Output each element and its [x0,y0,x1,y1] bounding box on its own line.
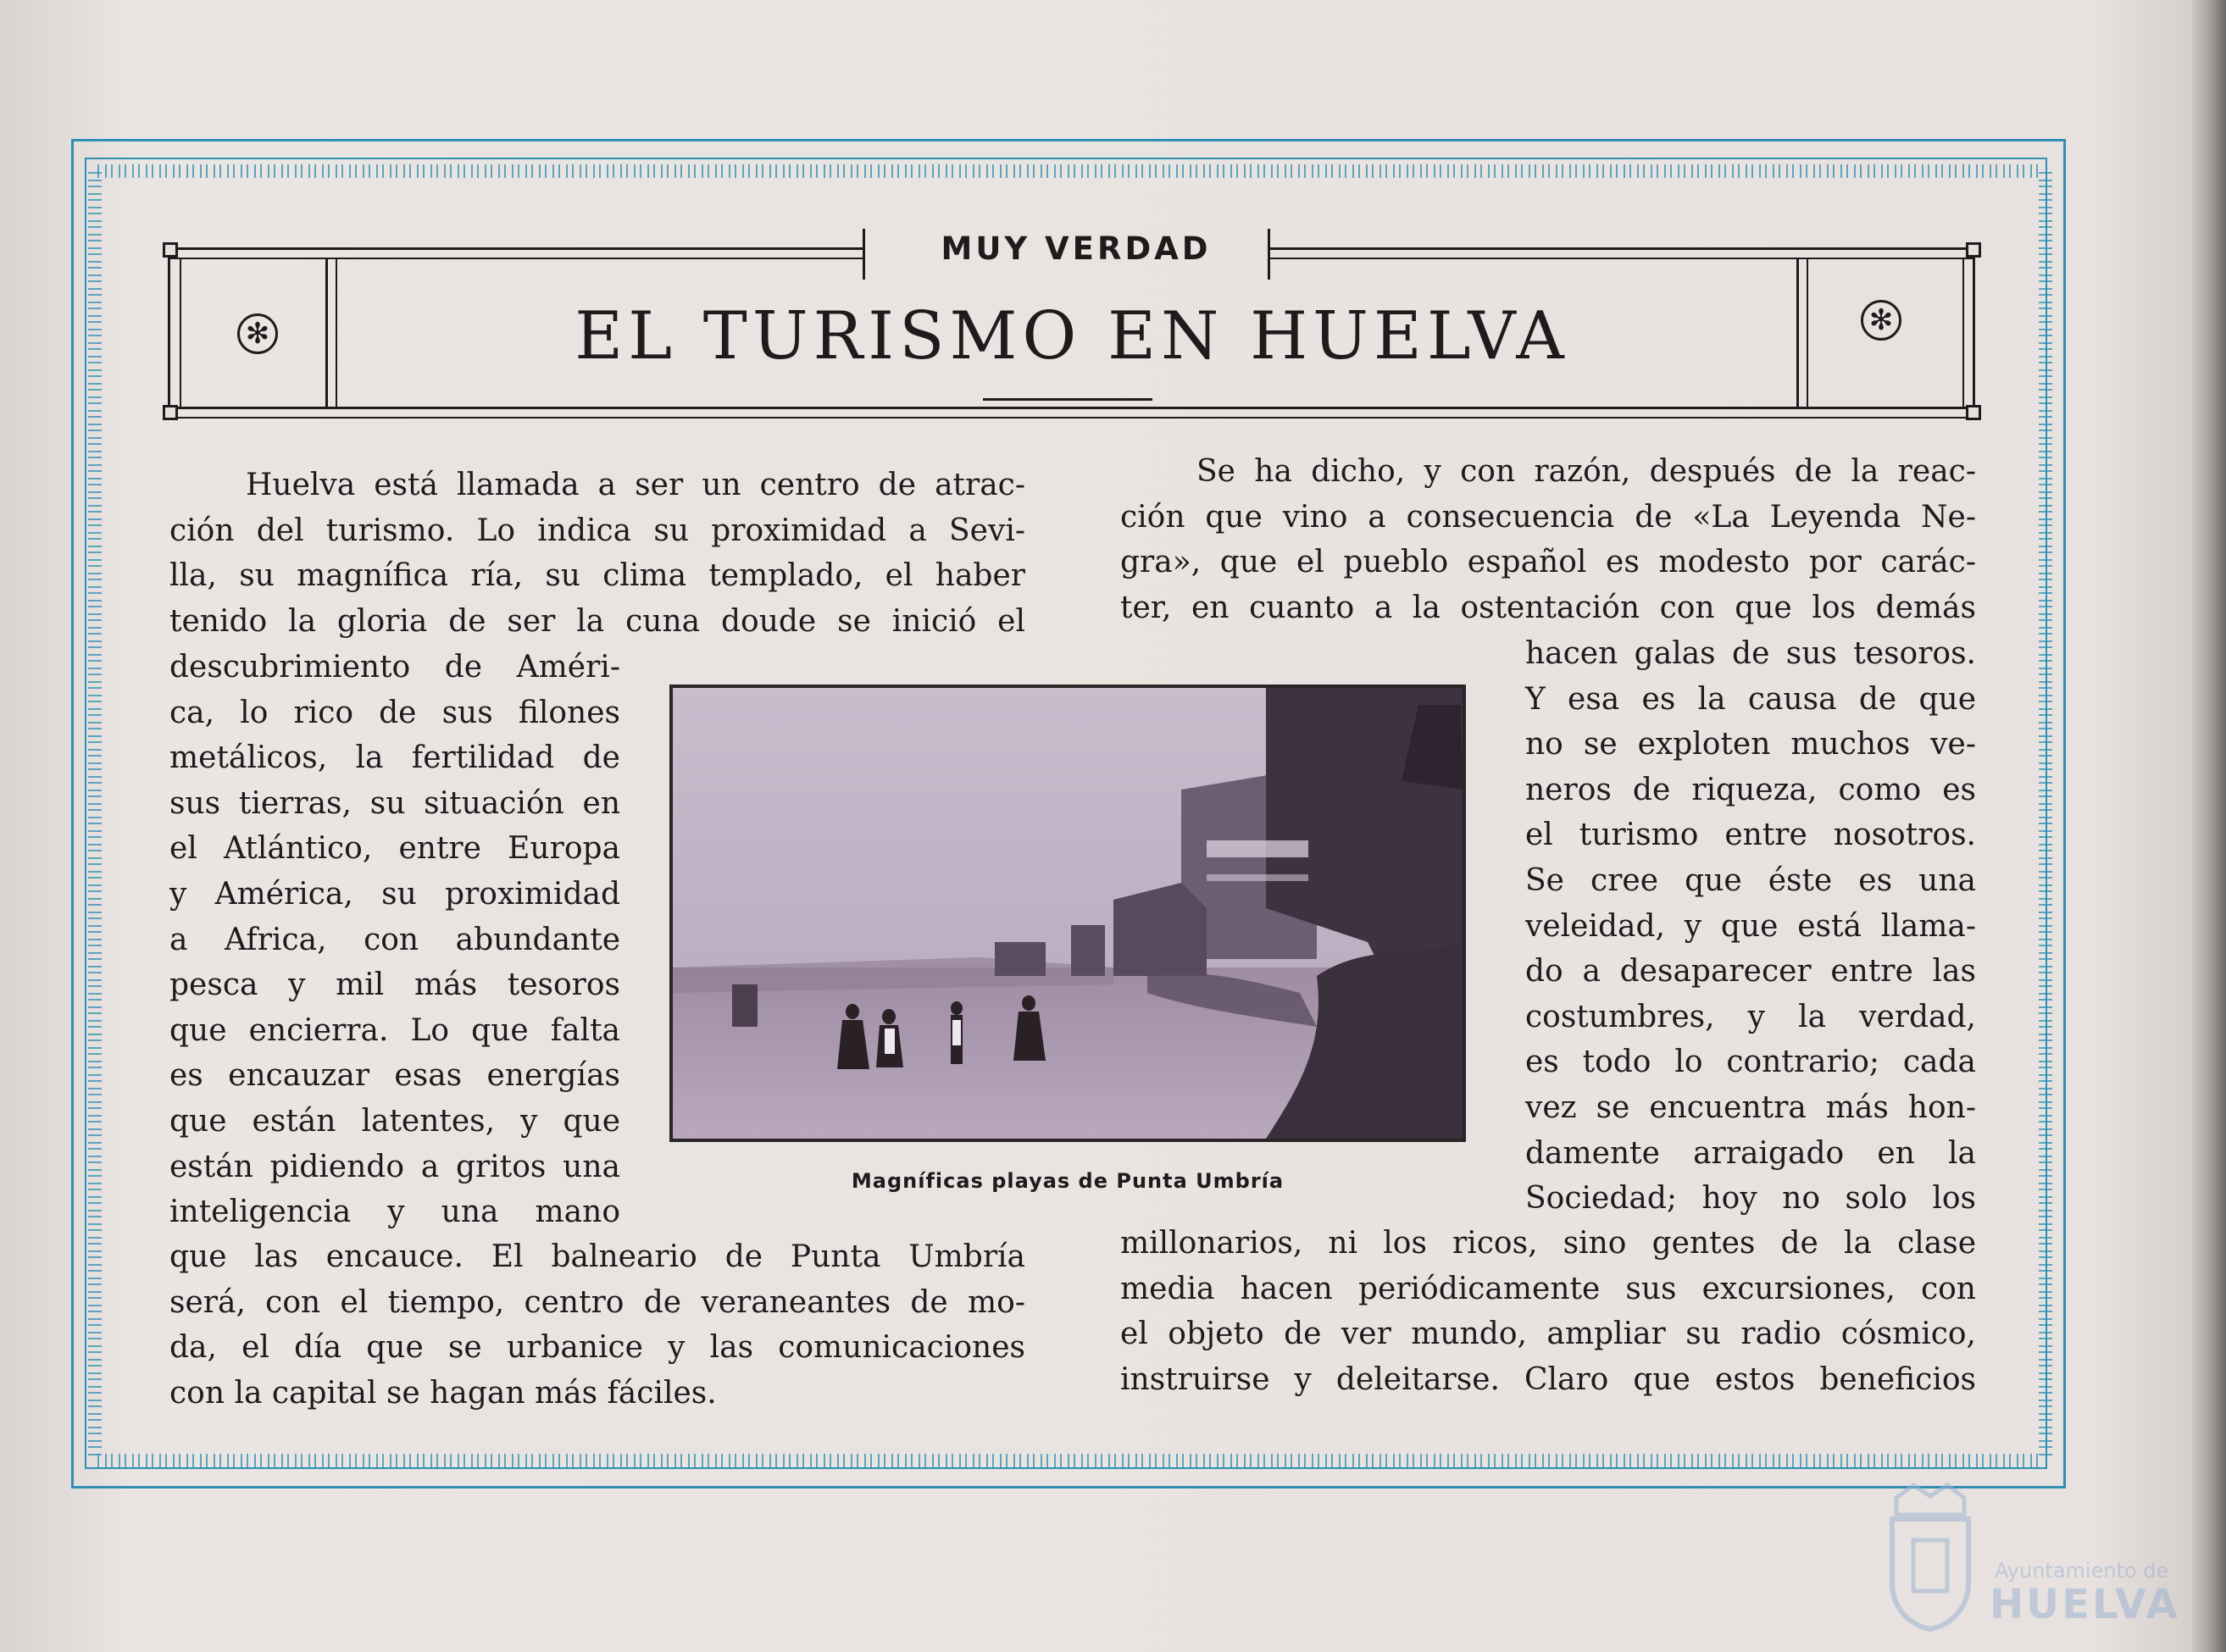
text-line: damente arraigado en la [1525,1135,1976,1171]
left-column-top [169,463,1025,644]
book-binding-edge [2192,0,2226,1652]
section-kicker: MUY VERDAD [941,230,1212,267]
text-line: Y esa es la causa de que [1525,681,1976,717]
text-line: que las encauce. El balneario de Punta Umbría [169,1239,1025,1274]
text-line: y América, su proximidad [169,876,620,912]
watermark-line2: HUELVA [1990,1581,2180,1628]
border-chain-top [95,164,2044,178]
text-line: Se ha dicho, y con razón, después de la reac- [1196,454,1976,489]
text-line: pesca y mil más tesoros [169,967,620,1003]
text-line: media hacen periódicamente sus excursiones, con [1120,1271,1976,1306]
right-column-bottom [1120,1221,1976,1402]
beach-photo [669,685,1466,1142]
rosette-right-icon: ✻ [1861,300,1901,341]
coat-of-arms-icon [1879,1481,1981,1633]
border-chain-left [88,169,102,1457]
text-line: el Atlántico, entre Europa [169,831,620,867]
text-line: vez se encuentra más hon- [1525,1089,1976,1125]
text-line: neros de riqueza, como es [1525,772,1976,807]
beach-photo-image [673,688,1463,1139]
text-line: Sociedad; hoy no solo los [1525,1181,1976,1217]
border-chain-right [2039,169,2052,1457]
watermark-line1: Ayuntamiento de [1995,1559,2169,1583]
rosette-left-icon: ✻ [237,313,278,354]
text-line: ción del turismo. Lo indica su proximidad a Sevi- [169,513,1025,548]
right-column-narrow [1525,631,1976,1222]
text-line: ter, en cuanto a la ostentación con que los demás [1120,590,1976,625]
text-line: tenido la gloria de ser la cuna doude se inició el [169,603,1025,639]
text-line: es todo lo contrario; cada [1525,1045,1976,1080]
text-line: hacen galas de sus tesoros. [1525,636,1976,671]
text-line: con la capital se hagan más fáciles. [169,1375,717,1411]
text-line: metálicos, la fertilidad de [169,740,620,776]
text-line: ca, lo rico de sus filones [169,695,620,730]
text-line: están pidiendo a gritos una [169,1149,620,1184]
text-line: inteligencia y una mano [169,1195,620,1230]
text-line: gra», que el pueblo español es modesto por carác- [1120,545,1976,580]
text-line: lla, su magnífica ría, su clima templado, el haber [169,558,1025,594]
text-line: instruirse y deleitarse. Claro que estos beneficios [1120,1361,1976,1397]
text-line: el objeto de ver mundo, ampliar su radio cósmico, [1120,1317,1976,1352]
left-column-narrow [169,645,620,1235]
city-watermark [1879,1481,2184,1642]
text-line: ción que vino a consecuencia de «La Leyenda Ne- [1120,499,1976,535]
text-line: sus tierras, su situación en [169,785,620,821]
text-line: no se exploten muchos ve- [1525,727,1976,762]
left-column-bottom [169,1234,1025,1416]
right-column-top [1120,449,1976,630]
text-line: es encauzar esas energías [169,1058,620,1094]
photo-caption: Magníficas playas de Punta Umbría [851,1169,1285,1193]
border-chain-bottom [95,1454,2044,1467]
text-line: Huelva está llamada a ser un centro de atrac- [246,468,1025,502]
text-line: do a desaparecer entre las [1525,954,1976,990]
text-line: el turismo entre nosotros. [1525,818,1976,853]
text-line: Se cree que éste es una [1525,862,1976,898]
text-line: a Africa, con abundante [169,922,620,957]
text-line: da, el día que se urbanice y las comunicaciones [169,1330,1025,1366]
text-line: será, con el tiempo, centro de veraneantes de mo- [169,1284,1025,1320]
text-line: veleidad, y que está llama- [1525,908,1976,944]
text-line: millonarios, ni los ricos, sino gentes de la clase [1120,1226,1976,1261]
text-line: descubrimiento de Améri- [169,650,620,685]
article-title: EL TURISMO EN HUELVA [575,298,1569,374]
text-line: que encierra. Lo que falta [169,1012,620,1048]
text-line: que están latentes, y que [169,1103,620,1139]
text-line: costumbres, y la verdad, [1525,999,1976,1034]
